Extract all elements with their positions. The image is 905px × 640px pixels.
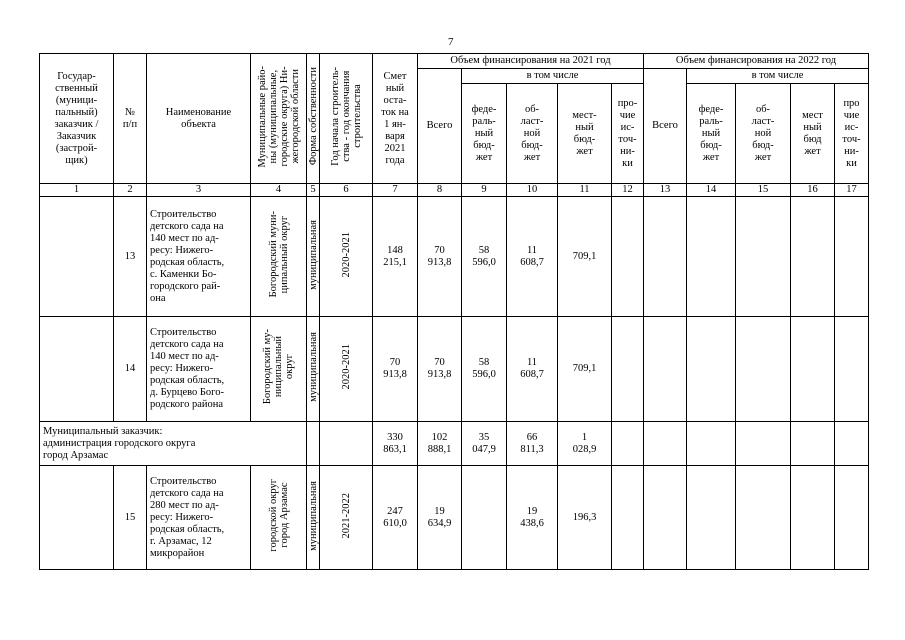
cell-other-2022 [835,422,869,466]
cell-total-2022 [644,317,687,422]
cell-total-2021: 102 888,1 [418,422,462,466]
cell-federal-2022 [687,466,736,570]
header-years: Год начала строитель- ства - год окончания строительства [329,67,363,166]
column-number: 17 [835,184,869,197]
column-number: 10 [507,184,558,197]
cell-customer [40,466,114,570]
header-fin-2021: Объем финансирования на 2021 год [418,54,644,69]
header-local-2021: мест- ный бюд- жет [558,84,612,184]
cell-index: 13 [114,197,147,317]
cell-regional-2021: 11 608,7 [507,197,558,317]
column-number: 3 [147,184,251,197]
ownership-text: муниципальная [307,332,319,402]
header-index: № п/п [114,54,147,184]
header-regional-2022: об- ласт- ной бюд- жет [736,84,791,184]
cell-regional-2021: 66 811,3 [507,422,558,466]
header-estimate: Смет ный оста- ток на 1 ян- варя 2021 года [373,54,418,184]
column-number: 1 [40,184,114,197]
header-incl-2022: в том числе [687,69,869,84]
cell-federal-2022 [687,422,736,466]
cell-index: 15 [114,466,147,570]
column-number: 11 [558,184,612,197]
district-text: Богородский му- ниципальный округ [262,329,295,405]
cell-regional-2022 [736,317,791,422]
cell-local-2021: 196,3 [558,466,612,570]
header-object: Наименование объекта [147,54,251,184]
cell-district [251,466,307,570]
cell-total-2022 [644,422,687,466]
cell-federal-2021 [462,466,507,570]
district-text: городской округ город Арзамас [267,479,290,552]
cell-years [320,466,373,570]
cell-local-2022 [791,317,835,422]
header-federal-2021: феде- раль- ный бюд- жет [462,84,507,184]
cell-object: Строительство детского сада на 140 мест по ад- ресу: Нижего- родская область, д. Бурцево Бого- родского района [147,317,251,422]
cell-other-2022 [835,197,869,317]
cell-federal-2021: 58 596,0 [462,197,507,317]
column-number: 7 [373,184,418,197]
column-number: 8 [418,184,462,197]
header-total-2021: Всего [418,69,462,184]
cell-years [320,317,373,422]
cell-other-2021 [612,317,644,422]
cell-estimate: 148 215,1 [373,197,418,317]
cell-local-2022 [791,466,835,570]
cell-local-2021: 1 028,9 [558,422,612,466]
cell-total-2021: 70 913,8 [418,197,462,317]
cell-object: Строительство детского сада на 140 мест по ад- ресу: Нижего- родская область, с. Каменки Бо- городского рай- она [147,197,251,317]
column-numbers-row [40,184,869,197]
ownership-text: муниципальная [307,480,319,551]
cell-other-2021 [612,422,644,466]
cell-local-2022 [791,422,835,466]
ownership-text: муниципальная [307,219,319,290]
cell-estimate: 330 863,1 [373,422,418,466]
cell-federal-2021: 35 047,9 [462,422,507,466]
cell-district [251,317,307,422]
cell-district [251,197,307,317]
column-number: 6 [320,184,373,197]
cell-other-2021 [612,197,644,317]
cell-total-2021: 19 634,9 [418,466,462,570]
cell-total-2021: 70 913,8 [418,317,462,422]
cell-regional-2021: 11 608,7 [507,317,558,422]
cell-total-2022 [644,197,687,317]
cell-object: Строительство детского сада на 280 мест по ад- ресу: Нижего- родская область, г. Арзамас, 12 микрорайон [147,466,251,570]
column-number: 4 [251,184,307,197]
district-text: Богородский муни- ципальный округ [267,211,290,298]
cell-ownership [307,422,320,466]
cell-years [320,197,373,317]
cell-estimate: 70 913,8 [373,317,418,422]
header-customer: Государ- ственный (муници- пальный) заказчик / Заказчик (застрой- щик) [40,54,114,184]
cell-regional-2022 [736,197,791,317]
cell-local-2021: 709,1 [558,317,612,422]
header-federal-2022: феде- раль- ный бюд- жет [687,84,736,184]
header-total-2022: Всего [644,69,687,184]
cell-regional-2022 [736,466,791,570]
cell-total-2022 [644,466,687,570]
table-row [40,317,869,422]
header-ownership: Форма собственности [307,67,319,166]
years-text: 2021-2022 [340,492,352,539]
header-fin-2022: Объем финансирования на 2022 год [644,54,869,69]
cell-regional-2021: 19 438,6 [507,466,558,570]
municipal-customer-label: Муниципальный заказчик: администрация городского округа город Арзамас [40,422,307,466]
header-ownership-cell [307,54,320,184]
column-number: 15 [736,184,791,197]
cell-years [320,422,373,466]
cell-federal-2022 [687,197,736,317]
column-number: 16 [791,184,835,197]
header-other-2022: про чие ис- точ- ни- ки [835,84,869,184]
cell-ownership [307,197,320,317]
cell-federal-2021: 58 596,0 [462,317,507,422]
cell-estimate: 247 610,0 [373,466,418,570]
header-local-2022: мест ный бюд жет [791,84,835,184]
header-other-2021: про- чие ис- точ- ни- ки [612,84,644,184]
cell-customer [40,317,114,422]
header-district: Муниципальные райо- ны (муниципальные, городские округа) Ни- жегородской области [256,65,301,168]
cell-federal-2022 [687,317,736,422]
column-number: 14 [687,184,736,197]
table-row [40,466,869,570]
column-number: 9 [462,184,507,197]
header-years-cell [320,54,373,184]
cell-regional-2022 [736,422,791,466]
header-incl-2021: в том числе [462,69,644,84]
cell-ownership [307,317,320,422]
header-district-cell [251,54,307,184]
column-number: 5 [307,184,320,197]
cell-other-2021 [612,466,644,570]
cell-other-2022 [835,317,869,422]
cell-other-2022 [835,466,869,570]
column-number: 12 [612,184,644,197]
cell-customer [40,197,114,317]
years-text: 2020-2021 [340,231,352,278]
page-number: 7 [448,36,454,48]
cell-index: 14 [114,317,147,422]
header-regional-2021: об- ласт- ной бюд- жет [507,84,558,184]
column-number: 13 [644,184,687,197]
column-number: 2 [114,184,147,197]
table-row [40,197,869,317]
cell-ownership [307,466,320,570]
years-text: 2020-2021 [340,344,352,390]
cell-local-2022 [791,197,835,317]
financing-table [39,53,869,570]
cell-local-2021: 709,1 [558,197,612,317]
municipal-customer-row [40,422,869,466]
